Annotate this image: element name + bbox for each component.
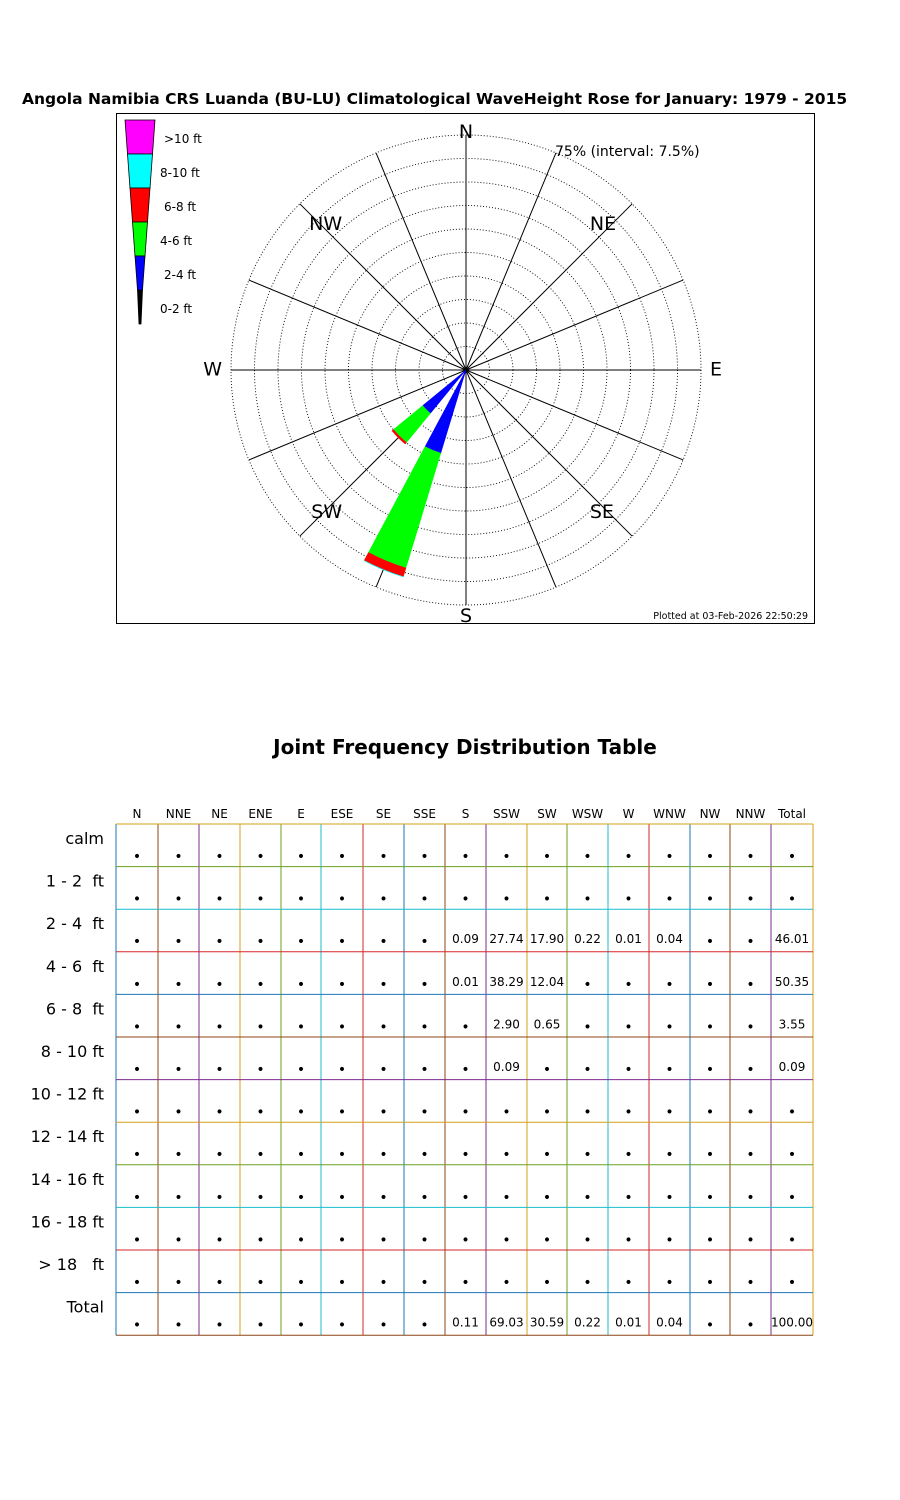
table-cell: •: [256, 891, 265, 908]
table-cell: •: [624, 1232, 633, 1249]
table-cell: •: [624, 976, 633, 993]
table-cell: •: [379, 891, 388, 908]
table-cell: 46.01: [774, 932, 810, 947]
compass-label-e: E: [710, 358, 723, 381]
table-cell: •: [787, 891, 797, 908]
table-cell: •: [624, 1019, 633, 1036]
table-cell: •: [705, 891, 715, 908]
table-cell: •: [665, 1104, 674, 1121]
compass-label-se: SE: [589, 500, 614, 523]
joint-frequency-table: [0, 800, 900, 1360]
table-cell: •: [296, 1189, 306, 1206]
table-cell: •: [705, 1062, 715, 1078]
table-row-label: 2 - 4 ft: [45, 914, 104, 934]
table-cell: •: [542, 1275, 552, 1291]
table-cell: •: [665, 1147, 674, 1164]
table-cell: •: [215, 934, 224, 951]
table-cell: •: [379, 1104, 388, 1121]
table-cell: •: [420, 934, 429, 951]
table-cell: •: [215, 1189, 224, 1206]
table-cell: •: [256, 1275, 265, 1291]
rose-plot-frame: [116, 113, 815, 624]
compass-label-n: N: [458, 121, 474, 143]
table-cell: •: [461, 891, 470, 908]
table-col-header-wsw: WSW: [571, 807, 604, 821]
table-cell: •: [542, 1232, 552, 1249]
table-cell: 0.04: [656, 1315, 683, 1330]
table-cell: •: [542, 1062, 552, 1078]
table-col-header-s: S: [461, 807, 470, 821]
table-cell: •: [174, 934, 183, 951]
table-row-label: 12 - 14 ft: [30, 1127, 104, 1147]
legend-swatch-0-2-ft: [138, 290, 143, 324]
table-cell: 0.11: [452, 1315, 479, 1330]
table-cell: •: [256, 934, 265, 951]
table-cell: 0.22: [574, 932, 601, 947]
table-cell: •: [256, 976, 265, 993]
table-cell: •: [379, 1062, 388, 1078]
table-cell: •: [746, 1062, 755, 1078]
table-cell: •: [705, 1189, 715, 1206]
table-row-label: 4 - 6 ft: [45, 956, 104, 976]
table-cell: •: [665, 976, 674, 993]
table-cell: •: [787, 1189, 797, 1206]
table-cell: •: [379, 1275, 388, 1291]
table-cell: •: [132, 1104, 142, 1121]
table-col-header-wnw: WNW: [653, 807, 686, 821]
table-cell: •: [337, 1062, 347, 1078]
table-col-header-ese: ESE: [330, 807, 354, 821]
table-cell: •: [665, 1232, 674, 1249]
table-cell: •: [174, 849, 183, 865]
table-cell: •: [296, 849, 306, 865]
table-cell: 50.35: [774, 974, 810, 989]
table-cell: 38.29: [489, 974, 524, 989]
table-col-header-nne: NNE: [165, 807, 192, 821]
table-cell: •: [174, 1189, 183, 1206]
table-cell: •: [665, 1275, 674, 1291]
table-cell: •: [215, 1104, 224, 1121]
table-cell: 0.01: [452, 974, 479, 989]
table-cell: •: [420, 1232, 429, 1249]
table-cell: •: [624, 891, 633, 908]
table-cell: •: [296, 976, 306, 993]
table-cell: •: [461, 1104, 470, 1121]
table-cell: •: [379, 976, 388, 993]
table-cell: •: [132, 1317, 142, 1334]
table-cell: 0.22: [574, 1315, 601, 1330]
table-cell: •: [705, 849, 715, 865]
table-cell: 30.59: [529, 1315, 565, 1330]
table-cell: •: [337, 1189, 347, 1206]
table-cell: •: [705, 1147, 715, 1164]
table-cell: •: [624, 1275, 633, 1291]
table-cell: •: [296, 891, 306, 908]
table-cell: •: [379, 849, 388, 865]
table-cell: •: [461, 1232, 470, 1249]
table-cell: •: [705, 1275, 715, 1291]
table-cell: 0.09: [778, 1060, 806, 1074]
table-cell: 2.90: [493, 1017, 520, 1032]
rose-spoke: [466, 370, 683, 460]
table-col-header-nnw: NNW: [735, 807, 766, 821]
table-cell: •: [379, 1147, 388, 1164]
table-cell: •: [132, 1062, 142, 1078]
table-cell: •: [746, 1019, 755, 1036]
table-row-label: 8 - 10 ft: [40, 1042, 104, 1061]
table-cell: •: [256, 1062, 265, 1078]
table-cell: 0.65: [533, 1017, 561, 1032]
table-row-label: 6 - 8 ft: [45, 999, 104, 1019]
table-cell: 69.03: [489, 1315, 524, 1330]
table-cell: 17.90: [529, 932, 565, 947]
table-cell: •: [379, 1019, 388, 1036]
table-cell: •: [583, 1019, 592, 1036]
table-cell: •: [787, 1275, 797, 1291]
table-cell: •: [502, 1104, 511, 1121]
table-cell: •: [256, 1317, 265, 1334]
table-cell: •: [132, 1275, 142, 1291]
rose-scale-label: 75% (interval: 7.5%): [555, 144, 700, 160]
legend-label-0-2-ft: 0-2 ft: [160, 302, 193, 316]
table-col-header-sse: SSE: [413, 807, 436, 821]
table-cell: •: [420, 1275, 429, 1291]
table-cell: •: [337, 934, 347, 951]
table-row-label: 14 - 16 ft: [30, 1169, 104, 1189]
table-cell: •: [296, 934, 306, 951]
table-cell: •: [215, 976, 224, 993]
table-row-label: 1 - 2 ft: [45, 871, 104, 891]
table-cell: •: [624, 1147, 633, 1164]
table-cell: •: [461, 1189, 470, 1206]
table-cell: •: [746, 934, 755, 951]
table-cell: •: [215, 1317, 224, 1334]
table-cell: •: [337, 1232, 347, 1249]
table-cell: •: [665, 1062, 674, 1078]
table-cell: •: [132, 1232, 142, 1249]
table-cell: •: [746, 1189, 755, 1206]
table-cell: •: [705, 1232, 715, 1249]
table-cell: •: [583, 849, 592, 865]
compass-label-nw: NW: [309, 213, 343, 236]
table-cell: •: [296, 1147, 306, 1164]
table-row-label: > 18 ft: [38, 1255, 104, 1274]
table-cell: •: [174, 1317, 183, 1334]
table-cell: •: [337, 1147, 347, 1164]
table-cell: 0.04: [656, 932, 683, 947]
table-cell: •: [256, 1019, 265, 1036]
table-cell: •: [256, 849, 265, 865]
table-cell: •: [665, 849, 674, 865]
table-cell: •: [215, 891, 224, 908]
table-cell: •: [502, 849, 511, 865]
table-cell: •: [174, 1019, 183, 1036]
legend-label-8-10-ft: 8-10 ft: [160, 166, 200, 180]
table-cell: •: [256, 1147, 265, 1164]
table-cell: •: [296, 1104, 306, 1121]
table-cell: 12.04: [529, 974, 565, 989]
table-cell: •: [705, 1317, 715, 1334]
table-cell: •: [502, 891, 511, 908]
table-cell: •: [337, 976, 347, 993]
table-cell: •: [296, 1232, 306, 1249]
table-cell: •: [174, 1147, 183, 1164]
table-cell: •: [174, 891, 183, 908]
table-col-header-ne: NE: [211, 807, 228, 821]
table-cell: •: [132, 934, 142, 951]
table-cell: •: [624, 1189, 633, 1206]
table-cell: •: [256, 1104, 265, 1121]
table-cell: 0.09: [452, 932, 479, 947]
table-cell: •: [583, 1062, 592, 1078]
plotted-timestamp: Plotted at 03-Feb-2026 22:50:29: [653, 611, 808, 622]
table-cell: •: [746, 1232, 755, 1249]
table-cell: •: [420, 1317, 429, 1334]
table-cell: •: [420, 1189, 429, 1206]
rose-spoke: [466, 153, 556, 370]
table-cell: •: [746, 1147, 755, 1164]
table-col-header-sw: SW: [537, 807, 557, 821]
rose-spoke: [466, 370, 556, 587]
table-cell: •: [420, 976, 429, 993]
table-cell: •: [215, 1232, 224, 1249]
table-cell: •: [132, 1019, 142, 1036]
table-cell: •: [461, 1147, 470, 1164]
table-cell: •: [583, 976, 592, 993]
compass-label-s: S: [459, 605, 473, 625]
table-cell: •: [174, 1062, 183, 1078]
table-cell: •: [461, 1062, 470, 1078]
table-cell: •: [746, 891, 755, 908]
table-cell: •: [542, 849, 552, 865]
table-cell: •: [256, 1232, 265, 1249]
compass-label-w: W: [203, 358, 222, 381]
rose-spoke: [249, 280, 466, 370]
table-cell: •: [665, 1019, 674, 1036]
table-cell: •: [583, 891, 592, 908]
table-cell: •: [583, 1275, 592, 1291]
table-cell: •: [461, 1275, 470, 1291]
table-cell: •: [787, 1232, 797, 1249]
table-cell: •: [215, 849, 224, 865]
table-cell: •: [215, 1147, 224, 1164]
table-cell: •: [379, 934, 388, 951]
table-cell: 0.09: [493, 1060, 520, 1074]
table-cell: •: [215, 1062, 224, 1078]
legend-swatch-4-6-ft: [133, 222, 148, 256]
table-cell: •: [256, 1189, 265, 1206]
table-cell: •: [542, 1104, 552, 1121]
table-cell: •: [337, 1275, 347, 1291]
table-col-header-n: N: [132, 807, 142, 821]
table-cell: •: [174, 1275, 183, 1291]
table-cell: •: [746, 1275, 755, 1291]
table-title: Joint Frequency Distribution Table: [273, 735, 657, 759]
table-cell: •: [132, 891, 142, 908]
table-cell: •: [542, 1189, 552, 1206]
table-cell: •: [420, 1147, 429, 1164]
table-cell: 100.00: [771, 1315, 813, 1330]
table-cell: •: [337, 891, 347, 908]
table-row-label: 10 - 12 ft: [30, 1084, 104, 1104]
table-cell: •: [502, 1189, 511, 1206]
legend-swatch-6-8-ft: [130, 188, 150, 222]
table-cell: •: [746, 976, 755, 993]
table-cell: •: [746, 1317, 755, 1334]
table-cell: •: [583, 1147, 592, 1164]
table-cell: •: [624, 1062, 633, 1078]
compass-label-ne: NE: [589, 213, 617, 236]
table-cell: •: [542, 891, 552, 908]
table-cell: •: [705, 1019, 715, 1036]
table-cell: •: [296, 1062, 306, 1078]
table-cell: •: [215, 1275, 224, 1291]
legend-swatch-10-ft: [125, 120, 155, 154]
legend-label-2-4-ft: 2-4 ft: [164, 268, 197, 282]
legend-swatch-8-10-ft: [128, 154, 153, 188]
table-cell: •: [583, 1104, 592, 1121]
table-cell: •: [624, 849, 633, 865]
legend-label-10-ft: >10 ft: [164, 132, 202, 146]
table-cell: 3.55: [778, 1017, 806, 1032]
table-cell: •: [502, 1275, 511, 1291]
table-col-header-ssw: SSW: [492, 807, 521, 821]
table-cell: •: [296, 1019, 306, 1036]
table-cell: •: [379, 1189, 388, 1206]
table-cell: •: [746, 849, 755, 865]
table-cell: •: [542, 1147, 552, 1164]
table-cell: •: [787, 1104, 797, 1121]
table-row-label: calm: [65, 829, 104, 848]
table-cell: •: [502, 1147, 511, 1164]
table-cell: •: [174, 1104, 183, 1121]
table-cell: •: [665, 891, 674, 908]
table-col-header-se: SE: [375, 807, 392, 821]
table-cell: •: [583, 1189, 592, 1206]
rose-title: Angola Namibia CRS Luanda (BU-LU) Climatological WaveHeight Rose for January: 1979 - 2015: [22, 90, 848, 108]
rose-spoke: [466, 280, 683, 370]
table-cell: 0.01: [615, 1315, 642, 1330]
table-col-header-ene: ENE: [248, 807, 273, 821]
table-col-header-w: W: [622, 807, 635, 821]
wave-rose-chart: [117, 114, 816, 625]
table-cell: •: [337, 1019, 347, 1036]
table-cell: •: [502, 1232, 511, 1249]
table-cell: •: [461, 849, 470, 865]
table-cell: •: [420, 1104, 429, 1121]
table-cell: •: [420, 1062, 429, 1078]
table-cell: •: [420, 1019, 429, 1036]
table-cell: •: [215, 1019, 224, 1036]
table-cell: •: [174, 976, 183, 993]
table-cell: •: [746, 1104, 755, 1121]
table-cell: •: [337, 849, 347, 865]
petal-ssw-4-6-ft: [368, 447, 440, 568]
table-col-header-nw: NW: [699, 807, 721, 821]
table-cell: •: [296, 1275, 306, 1291]
table-cell: •: [665, 1189, 674, 1206]
table-cell: •: [337, 1104, 347, 1121]
table-cell: •: [583, 1232, 592, 1249]
table-cell: •: [174, 1232, 183, 1249]
table-cell: 0.01: [615, 932, 642, 947]
table-cell: •: [705, 934, 715, 951]
table-cell: •: [337, 1317, 347, 1334]
table-cell: •: [296, 1317, 306, 1334]
table-col-header-e: E: [297, 807, 305, 821]
rose-spoke: [376, 153, 466, 370]
table-cell: •: [420, 891, 429, 908]
table-cell: •: [420, 849, 429, 865]
table-col-header-total: Total: [777, 807, 807, 821]
table-cell: •: [787, 849, 797, 865]
table-cell: •: [461, 1019, 470, 1036]
table-cell: •: [132, 849, 142, 865]
table-cell: •: [705, 976, 715, 993]
table-cell: •: [379, 1232, 388, 1249]
table-cell: •: [624, 1104, 633, 1121]
table-cell: •: [379, 1317, 388, 1334]
table-row-label: 16 - 18 ft: [30, 1212, 104, 1232]
table-cell: 27.74: [489, 932, 524, 947]
table-cell: •: [132, 1189, 142, 1206]
table-cell: •: [132, 1147, 142, 1164]
table-cell: •: [787, 1147, 797, 1164]
legend-swatch-2-4-ft: [135, 256, 145, 290]
legend-label-6-8-ft: 6-8 ft: [164, 200, 197, 214]
table-cell: •: [705, 1104, 715, 1121]
compass-label-sw: SW: [311, 500, 343, 523]
table-cell: •: [132, 976, 142, 993]
legend-label-4-6-ft: 4-6 ft: [160, 234, 193, 248]
table-row-label: Total: [66, 1297, 104, 1317]
